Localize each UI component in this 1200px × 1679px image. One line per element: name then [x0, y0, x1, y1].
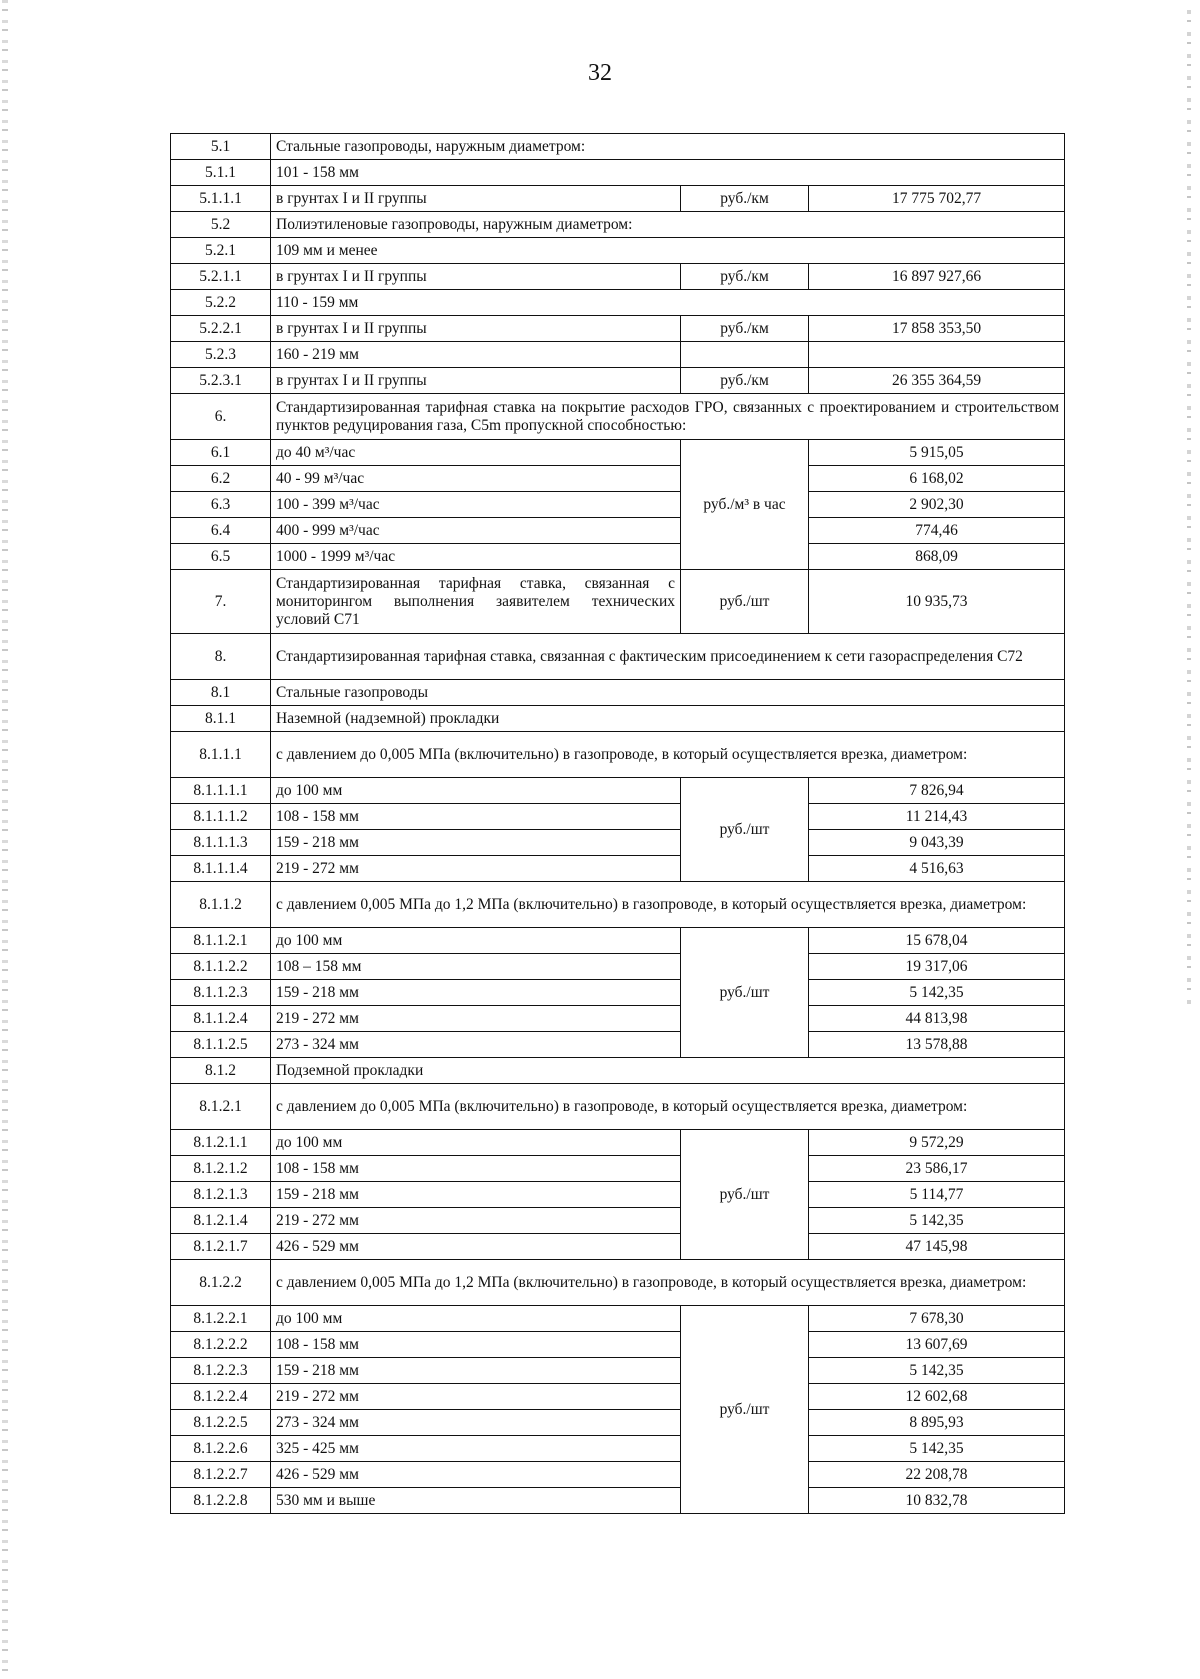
row-title: Стальные газопроводы [271, 680, 1065, 706]
row-number: 5.2.3 [171, 342, 271, 368]
row-number: 8.1.2.1 [171, 1084, 271, 1130]
table-row [171, 1384, 1065, 1410]
row-number: 8. [171, 634, 271, 680]
unit-cell: руб./км [681, 264, 809, 290]
row-title: 160 - 219 мм [271, 342, 681, 368]
row-number: 8.1.1.2.1 [171, 928, 271, 954]
unit-cell: руб./шт [681, 928, 809, 1058]
row-number: 5.2.3.1 [171, 368, 271, 394]
table-row [171, 1208, 1065, 1234]
row-title: с давлением 0,005 МПа до 1,2 МПа (включительно) в газопроводе, в который осуществляется врезка, диаметром: [271, 1260, 1065, 1306]
value-cell: 17 775 702,77 [809, 186, 1065, 212]
table-row [171, 680, 1065, 706]
row-description: в грунтах I и II группы [271, 316, 681, 342]
row-description: в грунтах I и II группы [271, 186, 681, 212]
row-number: 6.4 [171, 518, 271, 544]
unit-cell: руб./км [681, 316, 809, 342]
unit-cell: руб./км [681, 186, 809, 212]
table-row [171, 466, 1065, 492]
value-cell: 12 602,68 [809, 1384, 1065, 1410]
row-number: 8.1.2.1.3 [171, 1182, 271, 1208]
row-description: 159 - 218 мм [271, 1182, 681, 1208]
row-number: 8.1.2.1.1 [171, 1130, 271, 1156]
row-number: 8.1.2.2.3 [171, 1358, 271, 1384]
table-row [171, 518, 1065, 544]
row-number: 8.1.2.1.4 [171, 1208, 271, 1234]
value-cell: 47 145,98 [809, 1234, 1065, 1260]
row-number: 8.1.1.1.4 [171, 856, 271, 882]
row-description: 159 - 218 мм [271, 830, 681, 856]
row-number: 5.1.1.1 [171, 186, 271, 212]
value-cell: 7 678,30 [809, 1306, 1065, 1332]
value-cell: 8 895,93 [809, 1410, 1065, 1436]
table-row [171, 1488, 1065, 1514]
table-row [171, 342, 1065, 368]
row-title: Подземной прокладки [271, 1058, 1065, 1084]
row-description: 400 - 999 м³/час [271, 518, 681, 544]
row-description: до 100 мм [271, 1306, 681, 1332]
row-title: 101 - 158 мм [271, 160, 1065, 186]
value-cell: 4 516,63 [809, 856, 1065, 882]
row-number: 8.1.1.1.1 [171, 778, 271, 804]
table-row [171, 1130, 1065, 1156]
row-title: 110 - 159 мм [271, 290, 1065, 316]
row-number: 5.2.2 [171, 290, 271, 316]
row-title: с давлением до 0,005 МПа (включительно) в газопроводе, в который осуществляется врезка, диаметром: [271, 732, 1065, 778]
empty-cell [681, 342, 809, 368]
row-title: 109 мм и менее [271, 238, 1065, 264]
row-number: 8.1.2.2.1 [171, 1306, 271, 1332]
table-row [171, 954, 1065, 980]
value-cell: 19 317,06 [809, 954, 1065, 980]
unit-cell: руб./шт [681, 1306, 809, 1514]
row-description: 108 - 158 мм [271, 804, 681, 830]
row-number: 5.2.2.1 [171, 316, 271, 342]
row-number: 8.1.1.2 [171, 882, 271, 928]
row-number: 8.1.1 [171, 706, 271, 732]
row-description: 273 - 324 мм [271, 1410, 681, 1436]
table-row [171, 1306, 1065, 1332]
row-description: 426 - 529 мм [271, 1462, 681, 1488]
scan-edge-left [2, 0, 8, 1679]
table-row [171, 394, 1065, 440]
row-title: с давлением 0,005 МПа до 1,2 МПа (включительно) в газопроводе, в который осуществляется врезка, диаметром: [271, 882, 1065, 928]
row-description: до 40 м³/час [271, 440, 681, 466]
value-cell: 774,46 [809, 518, 1065, 544]
row-number: 8.1.2.2.8 [171, 1488, 271, 1514]
row-number: 8.1.2.1.7 [171, 1234, 271, 1260]
table-row [171, 1358, 1065, 1384]
row-description: 40 - 99 м³/час [271, 466, 681, 492]
row-description: 108 – 158 мм [271, 954, 681, 980]
table-row [171, 1436, 1065, 1462]
table-row [171, 1462, 1065, 1488]
value-cell: 16 897 927,66 [809, 264, 1065, 290]
row-description: 273 - 324 мм [271, 1032, 681, 1058]
row-number: 8.1.2.2.7 [171, 1462, 271, 1488]
table-row [171, 1234, 1065, 1260]
table-row [171, 1058, 1065, 1084]
table-row [171, 212, 1065, 238]
row-title: Наземной (надземной) прокладки [271, 706, 1065, 732]
row-title: Стандартизированная тарифная ставка, связанная с фактическим присоединением к сети газораспределения C72 [271, 634, 1065, 680]
table-row [171, 1032, 1065, 1058]
value-cell: 9 043,39 [809, 830, 1065, 856]
unit-cell: руб./шт [681, 778, 809, 882]
row-number: 7. [171, 570, 271, 634]
value-cell: 5 142,35 [809, 1358, 1065, 1384]
row-description: до 100 мм [271, 1130, 681, 1156]
row-number: 8.1.1.2.2 [171, 954, 271, 980]
row-number: 6.5 [171, 544, 271, 570]
row-title: Стальные газопроводы, наружным диаметром: [271, 134, 1065, 160]
row-description: 100 - 399 м³/час [271, 492, 681, 518]
row-number: 8.1.2.2 [171, 1260, 271, 1306]
row-number: 5.1.1 [171, 160, 271, 186]
table-row [171, 732, 1065, 778]
row-number: 6.3 [171, 492, 271, 518]
table-row [171, 1006, 1065, 1032]
value-cell: 5 142,35 [809, 980, 1065, 1006]
value-cell: 2 902,30 [809, 492, 1065, 518]
value-cell: 5 915,05 [809, 440, 1065, 466]
table-row [171, 980, 1065, 1006]
table-row [171, 1182, 1065, 1208]
row-number: 8.1.2.2.2 [171, 1332, 271, 1358]
row-description: до 100 мм [271, 928, 681, 954]
value-cell: 5 142,35 [809, 1208, 1065, 1234]
row-number: 8.1.2 [171, 1058, 271, 1084]
row-number: 8.1.1.2.3 [171, 980, 271, 1006]
value-cell: 9 572,29 [809, 1130, 1065, 1156]
row-number: 8.1.1.1.3 [171, 830, 271, 856]
row-description: 219 - 272 мм [271, 1006, 681, 1032]
page-number: 32 [588, 60, 612, 86]
row-description: Стандартизированная тарифная ставка, связанная с мониторингом выполнения заявителем технических условий C71 [271, 570, 681, 634]
row-number: 8.1.2.2.6 [171, 1436, 271, 1462]
row-description: 1000 - 1999 м³/час [271, 544, 681, 570]
value-cell: 13 607,69 [809, 1332, 1065, 1358]
table-row [171, 882, 1065, 928]
table-row [171, 264, 1065, 290]
row-description: до 100 мм [271, 778, 681, 804]
row-number: 6.2 [171, 466, 271, 492]
row-description: в грунтах I и II группы [271, 368, 681, 394]
value-cell: 7 826,94 [809, 778, 1065, 804]
table-row [171, 290, 1065, 316]
table-row [171, 1410, 1065, 1436]
row-title: Стандартизированная тарифная ставка на покрытие расходов ГРО, связанных с проектированием и строительством пунктов редуцирования газа, C5m пропускной способностью: [271, 394, 1065, 440]
table-row [171, 368, 1065, 394]
value-cell: 6 168,02 [809, 466, 1065, 492]
table-row [171, 544, 1065, 570]
row-number: 5.2.1 [171, 238, 271, 264]
row-description: 426 - 529 мм [271, 1234, 681, 1260]
row-number: 8.1.2.2.4 [171, 1384, 271, 1410]
table-row [171, 1260, 1065, 1306]
row-description: 219 - 272 мм [271, 856, 681, 882]
unit-cell: руб./м³ в час [681, 440, 809, 570]
value-cell: 17 858 353,50 [809, 316, 1065, 342]
value-cell: 22 208,78 [809, 1462, 1065, 1488]
row-number: 5.2 [171, 212, 271, 238]
table-row [171, 778, 1065, 804]
row-number: 8.1.2.1.2 [171, 1156, 271, 1182]
table-row [171, 856, 1065, 882]
table-row [171, 634, 1065, 680]
unit-cell: руб./шт [681, 1130, 809, 1260]
row-number: 5.1 [171, 134, 271, 160]
row-number: 6.1 [171, 440, 271, 466]
table-row [171, 706, 1065, 732]
row-description: 219 - 272 мм [271, 1208, 681, 1234]
value-cell: 10 935,73 [809, 570, 1065, 634]
unit-cell: руб./км [681, 368, 809, 394]
table-row [171, 830, 1065, 856]
row-number: 8.1.2.2.5 [171, 1410, 271, 1436]
row-number: 8.1.1.1.2 [171, 804, 271, 830]
value-cell: 11 214,43 [809, 804, 1065, 830]
row-description: 159 - 218 мм [271, 980, 681, 1006]
row-number: 8.1.1.2.4 [171, 1006, 271, 1032]
value-cell: 26 355 364,59 [809, 368, 1065, 394]
row-number: 8.1.1.2.5 [171, 1032, 271, 1058]
table-row [171, 1084, 1065, 1130]
table-row [171, 928, 1065, 954]
row-number: 5.2.1.1 [171, 264, 271, 290]
table-row [171, 160, 1065, 186]
table-row [171, 804, 1065, 830]
row-description: 159 - 218 мм [271, 1358, 681, 1384]
value-cell: 5 114,77 [809, 1182, 1065, 1208]
row-number: 8.1.1.1 [171, 732, 271, 778]
table-row [171, 570, 1065, 634]
row-number: 6. [171, 394, 271, 440]
table-row [171, 316, 1065, 342]
unit-cell: руб./шт [681, 570, 809, 634]
row-description: 530 мм и выше [271, 1488, 681, 1514]
scan-edge-right [1187, 10, 1191, 1010]
tariff-table [170, 133, 1065, 1514]
row-description: в грунтах I и II группы [271, 264, 681, 290]
table-row [171, 492, 1065, 518]
value-cell: 10 832,78 [809, 1488, 1065, 1514]
row-number: 8.1 [171, 680, 271, 706]
row-title: Полиэтиленовые газопроводы, наружным диаметром: [271, 212, 1065, 238]
row-description: 325 - 425 мм [271, 1436, 681, 1462]
row-title: с давлением до 0,005 МПа (включительно) в газопроводе, в который осуществляется врезка, диаметром: [271, 1084, 1065, 1130]
table-row [171, 440, 1065, 466]
table-row [171, 1332, 1065, 1358]
table-row [171, 1156, 1065, 1182]
value-cell: 23 586,17 [809, 1156, 1065, 1182]
row-description: 219 - 272 мм [271, 1384, 681, 1410]
table-row [171, 238, 1065, 264]
value-cell: 868,09 [809, 544, 1065, 570]
value-cell: 5 142,35 [809, 1436, 1065, 1462]
table-row [171, 134, 1065, 160]
value-cell: 13 578,88 [809, 1032, 1065, 1058]
row-description: 108 - 158 мм [271, 1156, 681, 1182]
value-cell: 15 678,04 [809, 928, 1065, 954]
empty-cell [809, 342, 1065, 368]
row-description: 108 - 158 мм [271, 1332, 681, 1358]
table-row [171, 186, 1065, 212]
value-cell: 44 813,98 [809, 1006, 1065, 1032]
